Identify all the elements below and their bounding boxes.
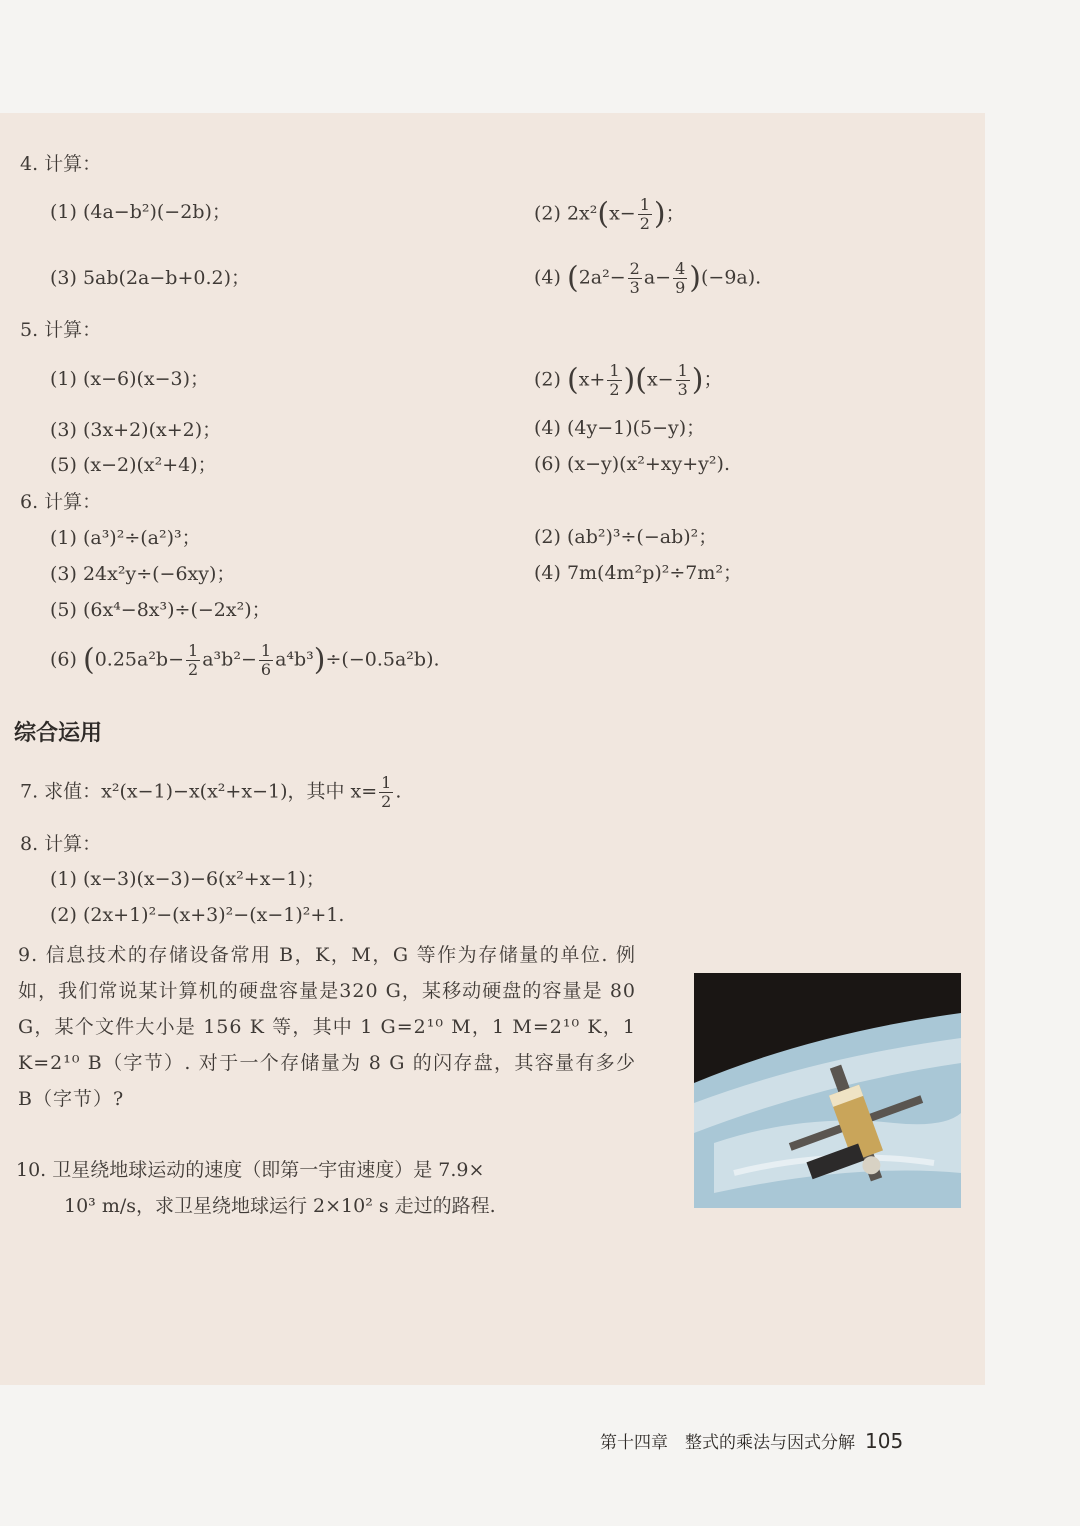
q6-part6: (6) (0.25a²b− $\frac{1}{2}$ a³b²− $\frac{1}{6}$ a⁴b³)÷(−0.5a²b). [50, 641, 440, 679]
q5-part1: (1) (x−6)(x−3)； [50, 368, 210, 390]
q6-part5: (5) (6x⁴−8x³)÷(−2x²)； [50, 599, 271, 621]
q8-heading: 8. 计算： [20, 833, 102, 855]
q5-part3: (3) (3x+2)(x+2)； [50, 419, 222, 441]
q6-part1: (1) (a³)²÷(a²)³； [50, 527, 201, 549]
q6-part4: (4) 7m(4m²p)²÷7m²； [534, 562, 743, 584]
q8-part1: (1) (x−3)(x−3)−6(x²+x−1)； [50, 868, 325, 890]
q5-part4: (4) (4y−1)(5−y)； [534, 417, 706, 439]
satellite-earth-illustration [694, 973, 961, 1208]
q9-text: 9. 信息技术的存储设备常用 B，K，M，G 等作为存储量的单位. 例如，我们常说某计算机的硬盘容量是320 G，某移动硬盘的容量是 80 G，某个文件大小是 156 K 等，其中 1 G=2¹⁰ M，1 M=2¹⁰ K，1 K=2¹⁰ B（字节）. 对于一个存储量为 8 G 的闪存盘，其容量有多少 B（字节）? [18, 944, 636, 1110]
q8-part2: (2) (2x+1)²−(x+3)²−(x−1)²+1. [50, 904, 345, 926]
q6-part2: (2) (ab²)³÷(−ab)²； [534, 526, 718, 548]
q10-line1: 10. 卫星绕地球运动的速度（即第一宇宙速度）是 7.9× [16, 1159, 485, 1181]
q4-part2: (2) 2x²(x− $\frac{1}{2}$ )； [534, 195, 685, 233]
page-footer [600, 1428, 903, 1453]
q6-part3: (3) 24x²y÷(−6xy)； [50, 563, 236, 585]
q4-part1: (1) (4a−b²)(−2b)； [50, 201, 231, 223]
q7: 7. 求值：x²(x−1)−x(x²+x−1)，其中 x= $\frac{1}{2}$ . [20, 773, 402, 811]
q6-heading: 6. 计算： [20, 491, 102, 513]
q5-heading: 5. 计算： [20, 319, 102, 341]
chapter-title: 第十四章 整式的乘法与因式分解 [600, 1433, 855, 1453]
q5-part5: (5) (x−2)(x²+4)； [50, 454, 217, 476]
q5-part2: (2) (x+ $\frac{1}{2}$ )(x− $\frac{1}{3}$ )； [534, 361, 723, 399]
section-title: 综合运用 [14, 721, 103, 746]
q4-heading: 4. 计算： [20, 153, 102, 175]
page-number: 105 [865, 1429, 904, 1453]
q5-part6: (6) (x−y)(x²+xy+y²). [534, 453, 730, 475]
q10-line2: 10³ m/s，求卫星绕地球运行 2×10² s 走过的路程. [64, 1195, 496, 1217]
q4-part3: (3) 5ab(2a−b+0.2)； [50, 267, 250, 289]
q4-part4: (4) (2a²− $\frac{2}{3}$ a− $\frac{4}{9}$ )(−9a). [534, 259, 762, 297]
